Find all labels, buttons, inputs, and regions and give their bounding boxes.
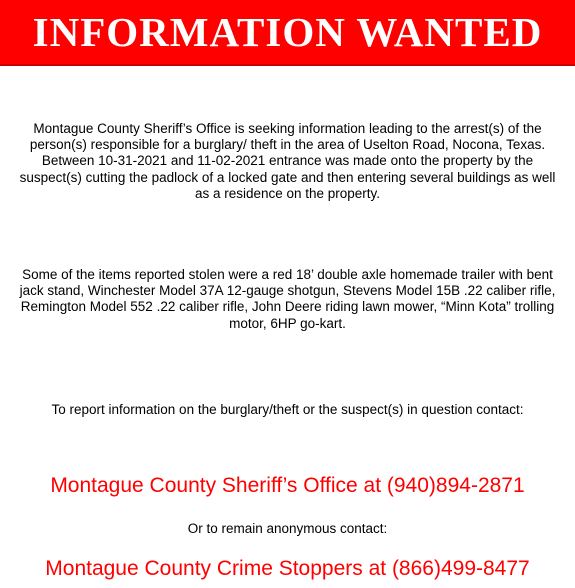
crime-stoppers-contact: Montague County Crime Stoppers at (866)499-8477 bbox=[45, 557, 530, 580]
header-banner bbox=[0, 0, 575, 66]
sheriff-contact: Montague County Sheriff’s Office at (940)894-2871 bbox=[50, 474, 525, 497]
stolen-items-description: Some of the items reported stolen were a red 18’ double axle homemade trailer with bent jack stand, Winchester Model 37A 12-gauge shotgun, Stevens Model 15B .22 caliber rifle, Remington Model 552 .22 caliber rifle, John Deere riding lawn mower, “Minn Kota” trolling motor, 6HP go-kart. bbox=[19, 267, 556, 331]
anonymous-note: Or to remain anonymous contact: bbox=[187, 521, 388, 536]
incident-description: Montague County Sheriff’s Office is seeking information leading to the arrest(s) of the person(s) responsible for a burglary/ theft in the area of Uselton Road, Nocona, Texas. Between 10-31-2021 and 11-02-2021 entrance was made onto the property by the suspect(s) cutting the padlock of a locked gate and then entering several buildings as well as a residence on the property. bbox=[19, 121, 556, 201]
report-instructions: To report information on the burglary/theft or the suspect(s) in question contact: bbox=[51, 402, 524, 417]
page-title: INFORMATION WANTED bbox=[32, 8, 543, 55]
